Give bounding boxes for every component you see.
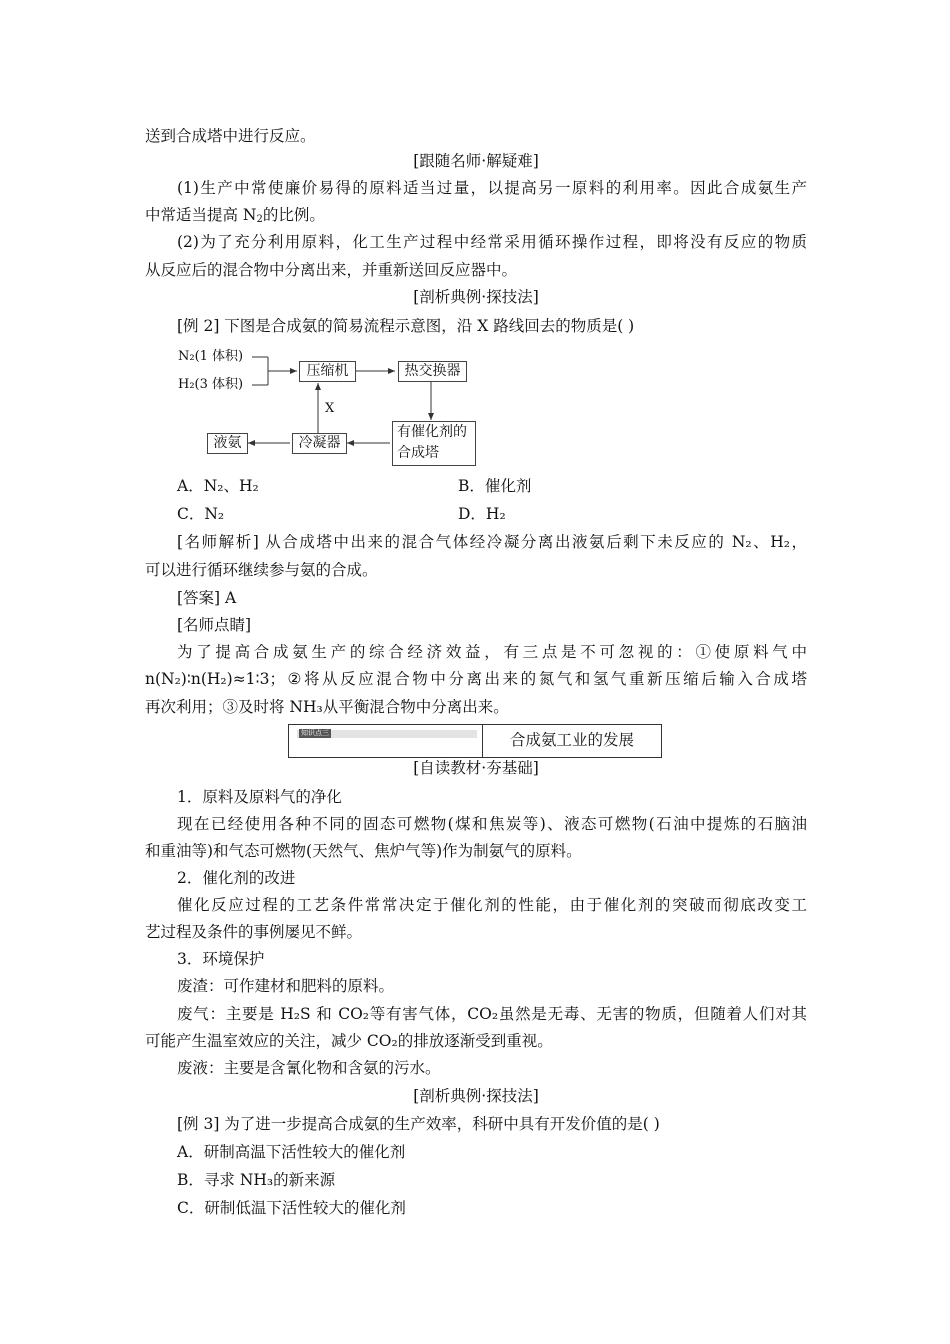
synthesis-tower-line1: 有催化剂的	[397, 424, 467, 440]
synthesis-tower-line2: 合成塔	[397, 445, 439, 461]
paragraph-line: 废气：主要是 H₂S 和 CO₂等有害气体，CO₂虽然是无毒、无害的物质，但随着人们对其	[177, 1005, 807, 1023]
option-a: A．N₂、H₂	[177, 477, 259, 495]
section-heading: [跟随名师·解疑难]	[413, 152, 539, 170]
analysis-line: [名师解析] 从合成塔中出来的混合气体经冷凝分离出液氨后剩下未反应的 N₂、H₂，	[177, 533, 807, 551]
subscript: 2	[256, 214, 263, 225]
paragraph-line: 艺过程及条件的事例屡见不鲜。	[145, 923, 363, 941]
paragraph-line: (1)生产中常使廉价易得的原料适当过量，以提高另一原料的利用率。因此合成氨生产	[177, 179, 807, 197]
synthesis-tower-box	[392, 421, 476, 466]
answer-line: [答案] A	[177, 589, 237, 607]
h2-feed-label: H₂(3 体积)	[178, 377, 244, 392]
option-b: B．催化剂	[458, 477, 532, 495]
analysis-line: 可以进行循环继续参与氨的合成。	[145, 561, 378, 579]
subsection-title: 3．环境保护	[177, 950, 265, 968]
paragraph-line: 现在已经使用各种不同的固态可燃物(煤和焦炭等)、液态可燃物(石油中提炼的石脑油	[177, 815, 807, 833]
paragraph-line: 和重油等)和气态可燃物(天然气、焦炉气等)作为制氨气的原料。	[145, 842, 582, 860]
paragraph-line: 废液：主要是含氰化物和含氨的污水。	[177, 1059, 441, 1077]
banner-left-cell	[289, 725, 483, 757]
paragraph-continuation: 送到合成塔中进行反应。	[145, 127, 316, 145]
text-span: 的比例。	[262, 206, 325, 224]
tip-line: 再次利用；③及时将 NH₃从平衡混合物中分离出来。	[145, 698, 509, 716]
heat-exchanger-box: 热交换器	[398, 361, 467, 382]
section-heading: [剖析典例·探技法]	[413, 288, 539, 306]
knowledge-point-tag: 知识点三	[301, 729, 329, 737]
paragraph-line: 从反应后的混合物中分离出来，并重新送回反应器中。	[145, 261, 518, 279]
knowledge-point-banner	[288, 724, 662, 758]
option-c: C．研制低温下活性较大的催化剂	[177, 1199, 406, 1217]
option-d: D．H₂	[458, 505, 506, 523]
knowledge-point-title: 合成氨工业的发展	[509, 731, 634, 749]
condenser-box: 冷凝器	[292, 433, 347, 454]
option-a: A．研制高温下活性较大的催化剂	[177, 1143, 406, 1161]
flow-diagram-lines	[0, 0, 950, 480]
tip-heading: [名师点睛]	[177, 616, 252, 634]
paragraph-line: 可能产生温室效应的关注，减少 CO₂的排放逐渐受到重视。	[145, 1032, 553, 1050]
section-heading: [剖析典例·探技法]	[413, 1087, 539, 1105]
section-heading: [自读教材·夯基础]	[413, 759, 539, 777]
tip-line: 为了提高合成氨生产的综合经济效益，有三点是不可忽视的：①使原料气中	[177, 643, 807, 661]
x-path-label: X	[325, 401, 335, 416]
subsection-title: 1．原料及原料气的净化	[177, 788, 342, 806]
option-c: C．N₂	[177, 505, 225, 523]
paragraph-line: (2)为了充分利用原料，化工生产过程中经常采用循环操作过程，即将没有反应的物质	[177, 233, 807, 251]
liquid-ammonia-box: 液氨	[207, 433, 248, 454]
text-span: 中常适当提高 N	[145, 206, 257, 224]
example-question: [例 3] 为了进一步提高合成氨的生产效率，科研中具有开发价值的是( )	[177, 1115, 660, 1133]
tip-line: n(N₂)∶n(H₂)≈1∶3；②将从反应混合物中分离出来的氮气和氢气重新压缩后输入合成塔	[145, 670, 807, 688]
example-question: [例 2] 下图是合成氨的简易流程示意图，沿 X 路线回去的物质是( )	[177, 317, 635, 335]
paragraph-line: 废渣：可作建材和肥料的原料。	[177, 977, 395, 995]
compressor-box: 压缩机	[299, 361, 356, 382]
option-b: B．寻求 NH₃的新来源	[177, 1171, 336, 1189]
paragraph-line: 催化反应过程的工艺条件常常决定于催化剂的性能，由于催化剂的突破而彻底改变工	[177, 896, 807, 914]
n2-feed-label: N₂(1 体积)	[178, 349, 244, 364]
subsection-title: 2．催化剂的改进	[177, 869, 296, 887]
